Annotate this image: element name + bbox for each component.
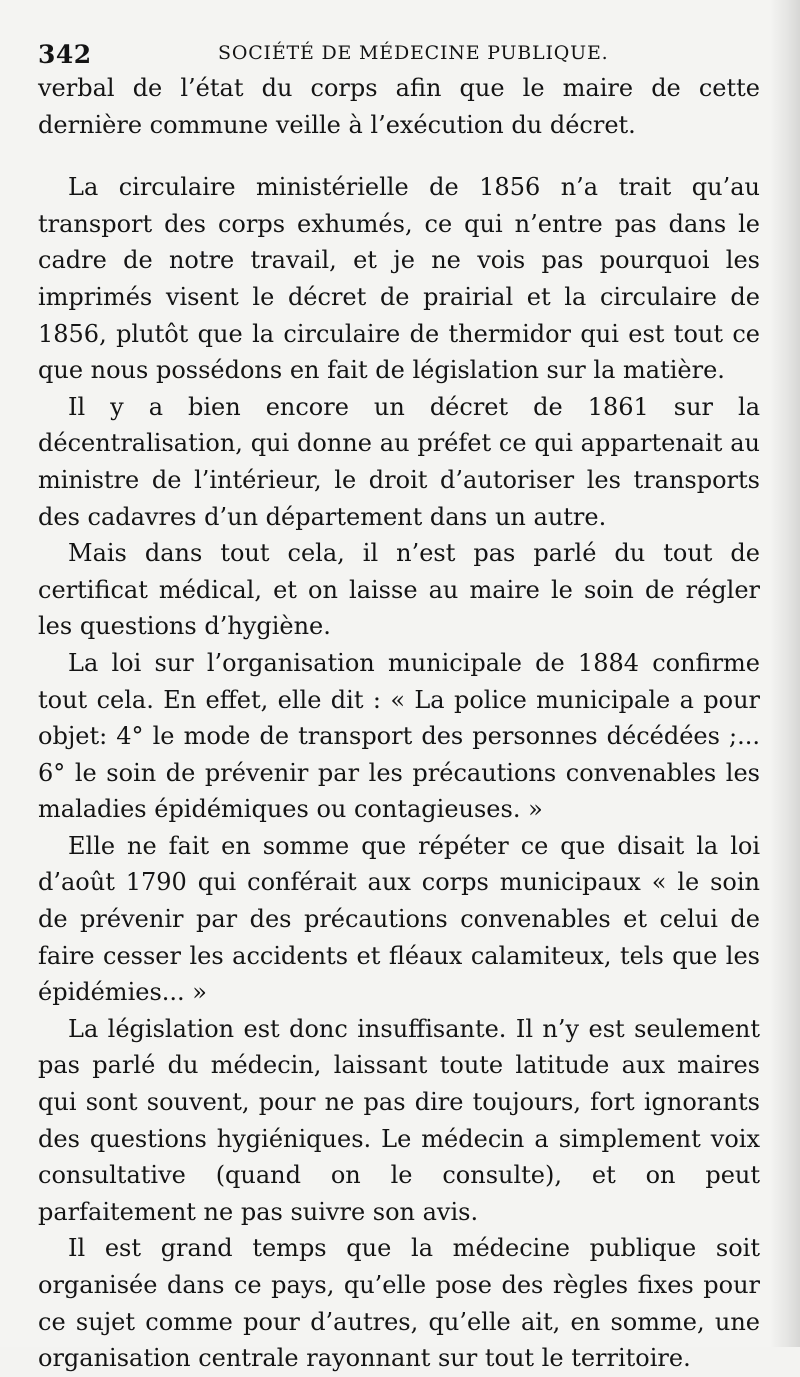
- body-text: [38, 70, 760, 1377]
- running-title: SOCIÉTÉ DE MÉDECINE PUBLIQUE.: [218, 42, 609, 64]
- page-gutter-shadow: [770, 0, 800, 1347]
- paragraph-5: La loi sur l’organisation municipale de 1884 confirme tout cela. En effet, elle dit : « La police municipale a pour objet: 4° le mode de transport des personnes décédées ;... 6° le soin de prévenir par les précautions convenables les maladies épidémiques ou contagieuses. »: [38, 648, 760, 824]
- page-number: 342: [38, 40, 92, 69]
- paragraph-4: Mais dans tout cela, il n’est pas parlé du tout de certificat médical, et on laisse au maire le soin de régler les questions d’hygiène.: [38, 539, 760, 641]
- paragraph-7: La législation est donc insuffisante. Il n’y est seulement pas parlé du médecin, laissant toute latitude aux maires qui sont souvent, pour ne pas dire toujours, fort ignorants des questions hygiéniques. Le médecin a simplement voix consultative (quand on le consulte), et on peut parfaitement ne pas suivre son avis.: [38, 1014, 760, 1226]
- paragraph-3: Il y a bien encore un décret de 1861 sur la décentralisation, qui donne au préfet ce qui appartenait au ministre de l’intérieur, le droit d’autoriser les transports des cadavres d’un département dans un autre.: [38, 392, 760, 531]
- paragraph-8: Il est grand temps que la médecine publique soit organisée dans ce pays, qu’elle pose des règles fixes pour ce sujet comme pour d’autres, qu’elle ait, en somme, une organisation centrale rayonnant sur tout le territoire.: [38, 1234, 760, 1373]
- paragraph-1: verbal de l’état du corps afin que le maire de cette dernière commune veille à l’exécution du décret.: [38, 74, 760, 139]
- paragraph-6: Elle ne fait en somme que répéter ce que disait la loi d’août 1790 qui conférait aux corps municipaux « le soin de prévenir par des précautions convenables et celui de faire cesser les accidents et fléaux calamiteux, tels que les épidémies... »: [38, 831, 760, 1007]
- paragraph-2: La circulaire ministérielle de 1856 n’a trait qu’au transport des corps exhumés, ce qui n’entre pas dans le cadre de notre travail, et je ne vois pas pourquoi les imprimés visent le décret de prairial et la circulaire de 1856, plutôt que la circulaire de thermidor qui est tout ce que nous possédons en fait de législation sur la matière.: [38, 173, 760, 385]
